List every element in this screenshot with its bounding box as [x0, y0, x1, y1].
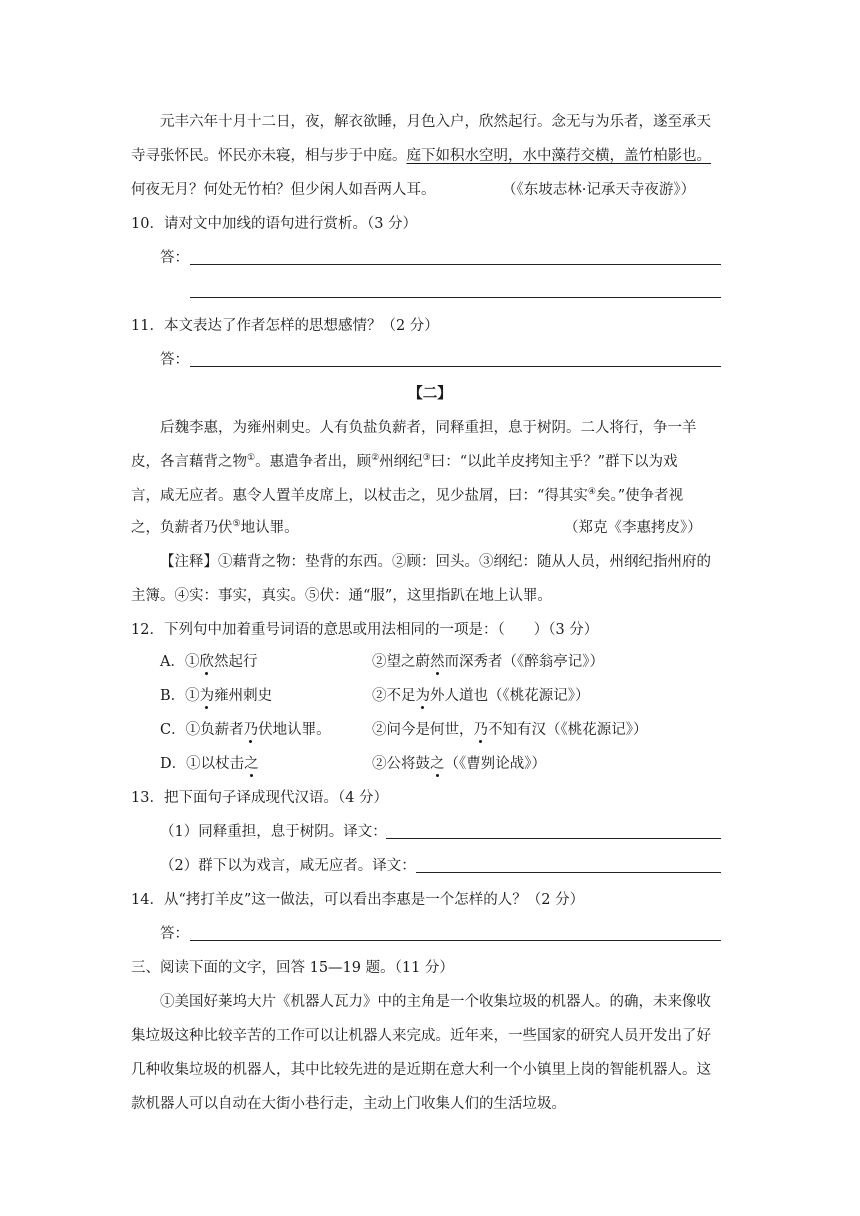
passage2-line2-c: 州纲纪 [379, 454, 423, 470]
passage2-line3-b: 矣。”使争者视 [596, 488, 684, 504]
q12-option-c-left[interactable] [160, 720, 331, 740]
passage3-line3: 几种收集垃圾的机器人，其中比较先进的是近期在意大利一个小镇里上岗的智能机器人。这 [131, 1062, 711, 1078]
option-c-right-text: ②问今是何世， [372, 722, 474, 738]
q14-answer-line[interactable] [190, 940, 721, 941]
option-b-right-rest: 外人道也（《桃花源记》） [430, 688, 590, 704]
option-d-emphasis-1: 之 [244, 756, 259, 772]
option-b-left-rest: 雍州刺史 [214, 688, 273, 704]
passage3-line4: 款机器人可以自动在大街小巷行走，主动上门收集人们的生活垃圾。 [131, 1096, 566, 1112]
option-c-emphasis-1: 乃 [243, 722, 259, 738]
option-c-label: C． [160, 722, 186, 738]
option-a-label: A． [160, 654, 185, 670]
passage2-line2-a: 皮，各言藉背之物 [131, 454, 247, 470]
q12-option-d-left[interactable] [160, 754, 259, 774]
option-a-right-rest: 而深秀者（《醉翁亭记》） [444, 654, 604, 670]
option-c-left-rest: 伏地认罪。 [258, 722, 331, 738]
question-14: 14．从“拷打羊皮”这一做法，可以看出李惠是一个怎样的人？（2 分） [131, 892, 585, 908]
passage1-underlined-sentence: 庭下如积水空明，水中藻荇交横，盖竹柏影也。 [406, 148, 711, 164]
option-a-emphasis-2: 然 [430, 654, 445, 670]
passage2-line3 [131, 486, 683, 506]
passage2-source: （郑克《李惠拷皮》） [564, 520, 702, 536]
q10-answer-label: 答： [160, 250, 189, 266]
option-c-left-text: ①负薪者 [185, 722, 244, 738]
q12-option-c-right [372, 720, 648, 740]
option-a-left-rest: 然起行 [213, 654, 258, 670]
option-a-left-text: ① [184, 654, 200, 670]
q12-option-a-left[interactable] [160, 652, 257, 672]
passage1-line2-text: 寺寻张怀民。怀民亦未寝，相与步于中庭。 [131, 148, 407, 164]
q13-item-2: （2）群下以为戏言，咸无应者。译文： [160, 858, 416, 874]
option-a-emphasis-1: 欣 [199, 654, 214, 670]
option-b-right-text: ②不足 [372, 688, 416, 704]
q12-option-d-right [372, 754, 546, 774]
q13-item-1: （1）同释重担，息于树阴。译文： [160, 824, 387, 840]
option-d-right-text: ②公将鼓 [372, 756, 430, 772]
passage1-line1: 元丰六年十月十二日，夜，解衣欲睡，月色入户，欣然起行。念无与为乐者，遂至承天 [160, 114, 711, 130]
option-a-right-text: ②望之蔚 [372, 654, 430, 670]
notes-text-1: ①藉背之物：垫背的东西。②顾：回头。③纲纪：随从人员，州纲纪指州府的 [218, 554, 711, 570]
question-12: 12．下列句中加着重号词语的意思或用法相同的一项是：（ ）（3 分） [131, 622, 599, 638]
question-13: 13．把下面句子译成现代汉语。（4 分） [131, 790, 389, 806]
option-b-left-text: ① [185, 688, 200, 704]
passage3-line2: 集垃圾这种比较辛苦的工作可以让机器人来完成。近年来，一些国家的研究人员开发出了好 [131, 1028, 711, 1044]
option-b-label: B． [160, 688, 186, 704]
notes-line2: 主簿。④实：事实，真实。⑤伏：通“服”，这里指趴在地上认罪。 [131, 588, 552, 604]
option-d-left-text: ①以杖击 [186, 756, 245, 772]
notes-line1 [160, 552, 711, 572]
option-d-label: D． [160, 756, 187, 772]
passage2-line2-d: 曰：“以此羊皮拷知主乎？”群下以为戏 [430, 454, 678, 470]
passage2-line3-a: 言，咸无应者。惠令人置羊皮席上，以杖击之，见少盐屑，曰：“得其实 [131, 488, 588, 504]
passage1-source: （《东坡志林·记承天寺夜游》） [502, 182, 696, 198]
q14-answer-label: 答： [160, 926, 189, 942]
passage2-line4-a: 之，负薪者乃伏 [131, 520, 233, 536]
option-b-emphasis-1: 为 [199, 688, 215, 704]
option-d-right-rest: （《曹刿论战》） [444, 756, 546, 772]
q10-answer-line-2[interactable] [190, 297, 721, 298]
q11-answer-line[interactable] [190, 366, 721, 367]
question-11: 11．本文表达了作者怎样的思想感情？（2 分） [131, 318, 439, 334]
q10-answer-line-1[interactable] [190, 264, 721, 265]
option-c-right-rest: 不知有汉（《桃花源记》） [488, 722, 648, 738]
passage2-line2 [131, 452, 678, 472]
passage2-line4-b: 地认罪。 [240, 520, 299, 536]
option-c-emphasis-2: 乃 [473, 722, 488, 738]
q11-answer-label: 答： [160, 352, 189, 368]
section3-heading: 三、阅读下面的文字，回答 15—19 题。（11 分） [131, 960, 454, 976]
footnote-marker-2: ② [371, 453, 380, 464]
footnote-marker-1: ① [247, 453, 256, 464]
option-d-emphasis-2: 之 [430, 756, 445, 772]
q13-item-2-answer-line[interactable] [416, 872, 721, 873]
q12-option-b-right [372, 686, 590, 706]
q12-option-a-right [372, 652, 604, 672]
passage2-line1: 后魏李惠，为雍州刺史。人有负盐负薪者，同释重担，息于树阴。二人将行，争一羊 [160, 420, 697, 436]
footnote-marker-5: ⑤ [232, 519, 241, 530]
q13-item-1-answer-line[interactable] [386, 838, 721, 839]
passage2-line4 [131, 518, 299, 538]
footnote-marker-3: ③ [422, 453, 431, 464]
passage2-line2-b: 。惠遣争者出，顾 [255, 454, 372, 470]
passage1-line3: 何夜无月？何处无竹柏？但少闲人如吾两人耳。 [131, 182, 436, 198]
section2-title: 【二】 [408, 385, 452, 402]
passage3-line1: ①美国好莱坞大片《机器人瓦力》中的主角是一个收集垃圾的机器人。的确，未来像收 [160, 994, 711, 1010]
q12-option-b-left[interactable] [160, 686, 272, 706]
footnote-marker-4: ④ [587, 487, 596, 498]
notes-label: 【注释】 [160, 554, 218, 570]
passage1-line2 [131, 146, 711, 166]
option-b-emphasis-2: 为 [415, 688, 430, 704]
question-10: 10．请对文中加线的语句进行赏析。（3 分） [131, 216, 418, 232]
